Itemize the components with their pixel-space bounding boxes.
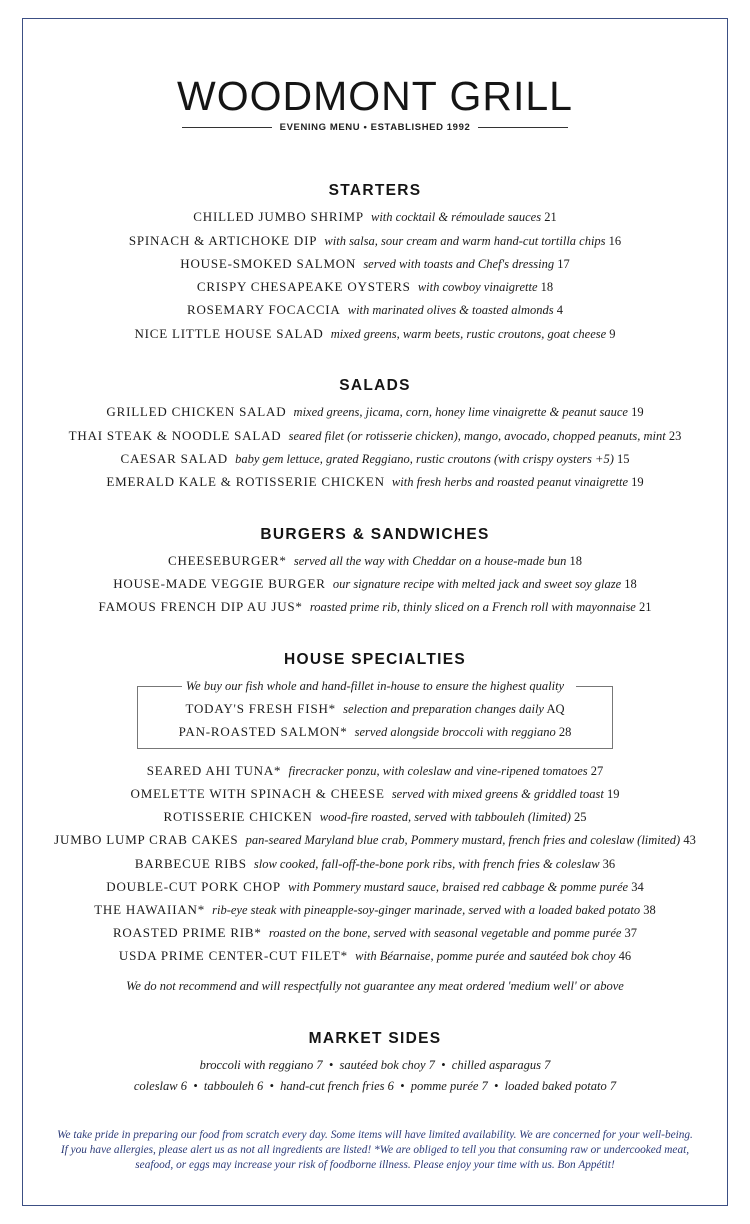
menu-item: [0, 232, 750, 250]
item-price: 19: [631, 405, 644, 419]
item-price: 28: [558, 725, 572, 739]
item-description: with salsa, sour cream and warm hand-cut tortilla chips: [324, 234, 606, 248]
item-price: 18: [569, 554, 583, 568]
item-description: roasted prime rib, thinly sliced on a French roll with mayonnaise: [309, 600, 636, 614]
tagline: EVENING MENU • ESTABLISHED 1992: [279, 121, 471, 133]
item-name: THE HAWAIIAN*: [94, 902, 205, 917]
sides-title: MARKET SIDES: [308, 1030, 442, 1047]
menu-item: [0, 878, 750, 896]
restaurant-name: WOODMONT GRILL: [177, 73, 573, 119]
footer-line-3: seafood, or eggs may increase your risk of foodborne illness. Please enjoy your time with us. Bon Appétit!: [135, 1159, 615, 1171]
item-description: served all the way with Cheddar on a house-made bun: [293, 554, 567, 568]
menu-item: [0, 208, 750, 226]
item-name: HOUSE-MADE VEGGIE BURGER: [113, 576, 326, 591]
salads-title: SALADS: [339, 377, 411, 394]
item-name: GRILLED CHICKEN SALAD: [106, 404, 287, 419]
item-price: 19: [606, 787, 620, 801]
item-description: mixed greens, warm beets, rustic croutons, goat cheese: [330, 327, 607, 341]
footer-disclaimer: [40, 1128, 710, 1173]
menu-item: [0, 723, 750, 741]
item-name: PAN-ROASTED SALMON*: [178, 724, 348, 739]
item-name: CHEESEBURGER*: [167, 553, 287, 568]
item-description: with Béarnaise, pomme purée and sautéed bok choy: [355, 949, 616, 963]
item-description: with cocktail & rémoulade sauces: [370, 210, 542, 224]
menu-item: [0, 700, 750, 718]
item-price: 15: [616, 452, 630, 466]
sides-line-2: coleslaw 6 • tabbouleh 6 • hand-cut french fries 6 • pomme purée 7 • loaded baked potato 7: [133, 1079, 617, 1093]
item-description: seared filet (or rotisserie chicken), mango, avocado, chopped peanuts, mint: [288, 429, 666, 443]
item-name: TODAY'S FRESH FISH*: [185, 701, 336, 716]
item-name: ROSEMARY FOCACCIA: [186, 302, 341, 317]
menu-item: [0, 808, 750, 826]
menu-item: [0, 301, 750, 319]
footer-line-2: If you have allergies, please alert us as not all ingredients are listed! *We are obliged to tell you that consuming raw or undercooked meat,: [60, 1144, 690, 1156]
item-name: NICE LITTLE HOUSE SALAD: [134, 326, 324, 341]
item-name: DOUBLE-CUT PORK CHOP: [106, 879, 281, 894]
item-description: firecracker ponzu, with coleslaw and vine-ripened tomatoes: [288, 764, 588, 778]
item-name: CRISPY CHESAPEAKE OYSTERS: [196, 279, 411, 294]
item-description: pan-seared Maryland blue crab, Pommery mustard, french fries and coleslaw (limited): [245, 833, 681, 847]
item-description: with marinated olives & toasted almonds: [347, 303, 554, 317]
menu-item: [0, 255, 750, 273]
item-description: with Pommery mustard sauce, braised red cabbage & pomme purée: [288, 880, 629, 894]
specialties-title: HOUSE SPECIALTIES: [283, 651, 466, 668]
item-description: wood-fire roasted, served with tabbouleh (limited): [319, 810, 571, 824]
item-name: BARBECUE RIBS: [134, 856, 247, 871]
item-price: 19: [631, 475, 644, 489]
item-description: our signature recipe with melted jack and sweet soy glaze: [332, 577, 622, 591]
item-name: ROASTED PRIME RIB*: [112, 925, 262, 940]
item-name: THAI STEAK & NOODLE SALAD: [68, 428, 282, 443]
item-price: 18: [540, 280, 554, 294]
fish-note: We buy our fish whole and hand-fillet in-house to ensure the highest quality: [185, 679, 565, 693]
item-name: CHILLED JUMBO SHRIMP: [193, 209, 364, 224]
menu-item: [0, 450, 750, 468]
item-description: with fresh herbs and roasted peanut vinaigrette: [391, 475, 629, 489]
item-name: USDA PRIME CENTER-CUT FILET*: [118, 948, 348, 963]
tagline-row: [182, 120, 568, 134]
sides-line-1: broccoli with reggiano 7 • sautéed bok choy 7 • chilled asparagus 7: [199, 1058, 551, 1072]
item-price: 9: [609, 327, 616, 341]
tagline-rule-left: [182, 127, 272, 128]
item-description: served alongside broccoli with reggiano: [354, 725, 556, 739]
item-description: mixed greens, jicama, corn, honey lime vinaigrette & peanut sauce: [293, 405, 628, 419]
tagline-rule-right: [478, 127, 568, 128]
item-price: 46: [618, 949, 632, 963]
item-price: 4: [556, 303, 564, 317]
menu-item: [0, 901, 750, 919]
item-price: 37: [624, 926, 638, 940]
item-price: 16: [608, 234, 622, 248]
menu-item: [0, 552, 750, 570]
meat-doneness-note: We do not recommend and will respectfully not guarantee any meat ordered 'medium well' or above: [126, 979, 624, 993]
menu-item: [0, 575, 750, 593]
item-name: EMERALD KALE & ROTISSERIE CHICKEN: [106, 474, 385, 489]
item-name: SEARED AHI TUNA*: [146, 763, 282, 778]
item-description: rib-eye steak with pineapple-soy-ginger marinade, served with a loaded baked potato: [212, 903, 641, 917]
item-price: 18: [624, 577, 637, 591]
item-price: 27: [590, 764, 604, 778]
item-description: roasted on the bone, served with seasonal vegetable and pomme purée: [268, 926, 622, 940]
menu-item: [0, 325, 750, 343]
item-name: FAMOUS FRENCH DIP AU JUS*: [98, 599, 303, 614]
menu-item: [0, 947, 750, 965]
item-price: 23: [668, 429, 682, 443]
starters-title: STARTERS: [328, 182, 422, 199]
item-price: 17: [557, 257, 570, 271]
item-price: 38: [643, 903, 656, 917]
item-price: 21: [544, 210, 557, 224]
menu-item: [0, 598, 750, 616]
menu-item: [0, 785, 750, 803]
menu-item: [0, 473, 750, 491]
item-description: served with mixed greens & griddled toast: [391, 787, 604, 801]
item-price: 43: [683, 833, 696, 847]
item-name: SPINACH & ARTICHOKE DIP: [128, 233, 318, 248]
item-price: AQ: [546, 702, 565, 716]
item-description: selection and preparation changes daily: [343, 702, 544, 716]
item-price: 21: [638, 600, 652, 614]
item-name: HOUSE-SMOKED SALMON: [180, 256, 357, 271]
item-price: 36: [602, 857, 616, 871]
menu-item: [0, 924, 750, 942]
item-description: baby gem lettuce, grated Reggiano, rustic croutons (with crispy oysters +5): [235, 452, 614, 466]
item-name: ROTISSERIE CHICKEN: [163, 809, 313, 824]
item-name: JUMBO LUMP CRAB CAKES: [54, 832, 239, 847]
menu-item: [0, 403, 750, 421]
menu-item: [0, 831, 750, 849]
item-description: with cowboy vinaigrette: [417, 280, 538, 294]
menu-item: [0, 762, 750, 780]
menu-item: [0, 278, 750, 296]
item-price: 34: [631, 880, 644, 894]
item-price: 25: [573, 810, 587, 824]
menu-item: [0, 427, 750, 445]
item-description: slow cooked, fall-off-the-bone pork ribs, with french fries & coleslaw: [253, 857, 600, 871]
burgers-title: BURGERS & SANDWICHES: [260, 526, 490, 543]
menu-item: [0, 855, 750, 873]
item-name: OMELETTE WITH SPINACH & CHEESE: [130, 786, 385, 801]
item-description: served with toasts and Chef's dressing: [363, 257, 555, 271]
item-name: CAESAR SALAD: [120, 451, 228, 466]
footer-line-1: We take pride in preparing our food from scratch every day. Some items will have limited availability. We are concerned for your well-being.: [57, 1129, 693, 1141]
